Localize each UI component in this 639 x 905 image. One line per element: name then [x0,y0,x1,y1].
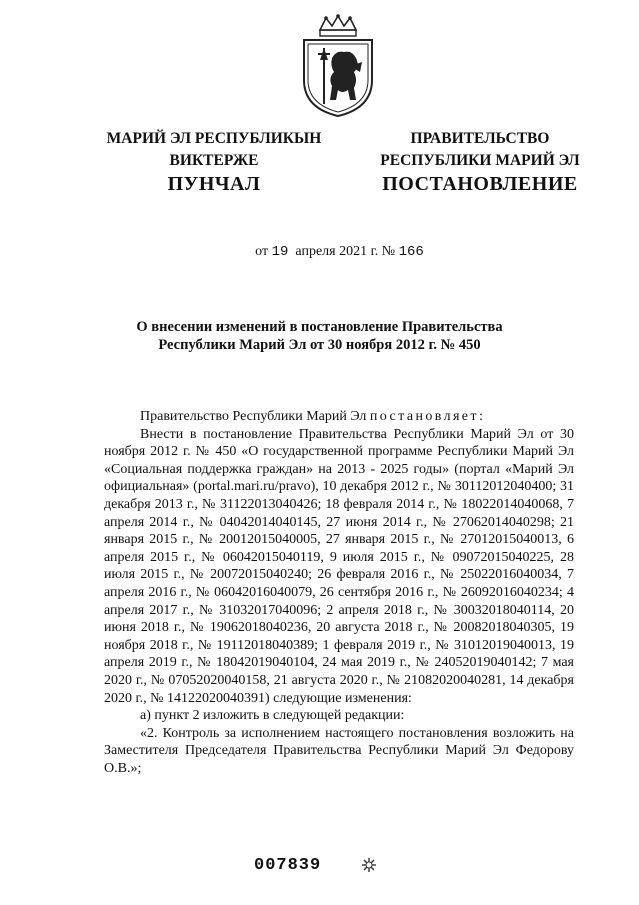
paragraph-2: а) пункт 2 изложить в следующей редакции: [140,708,405,724]
date-day: 19 [271,244,289,260]
document-number: 166 [398,244,424,260]
serial-number: 007839 [254,856,322,875]
header-right-line1: ПРАВИТЕЛЬСТВО [410,130,550,147]
decree-paragraph [104,408,574,426]
date-prefix: от [255,244,269,259]
date-line [0,244,639,260]
paragraph-3: «2. Контроль за исполнением настоящего постановления возложить на Заместителя Председателя Правительства Республики Марий Эл Федорову О.В.»; [104,725,574,776]
title-line2: Республики Марий Эл от 30 ноября 2012 г. № 450 [158,337,481,353]
header-left [84,128,344,172]
header-left-line2: ВИКТЕРЖЕ [169,152,259,169]
date-month-year: апреля 2021 г. № [295,244,396,259]
header-right-line2: РЕСПУБЛИКИ МАРИЙ ЭЛ [380,152,580,169]
doc-type-right: ПОСТАНОВЛЕНИЕ [382,173,578,195]
title-line1: О внесении изменений в постановление Правительства [136,319,503,335]
document-title [60,318,579,354]
coat-of-arms-icon [296,14,380,118]
paragraph-1: Внести в постановление Правительства Республики Марий Эл от 30 ноября 2012 г. № 450 «О государственной программе Республики Марий Эл «Социальная поддержка граждан» на 2013 - 2025 годы» (портал «Марий Эл официальная» (portal.mari.ru/pravo), 10 декабря 2012 г., № 30112012040400; 31 декабря 2013 г., № 31122013040426; 18 февраля 2014 г., № 18022014040068, 7 апреля 2014 г., № 04042014040145, 27 июня 2014 г., № 27062014040298; 21 января 2015 г., № 20012015040005, 27 января 2015 г., № 27012015040013, 6 апреля 2015 г., № 06042015040119, 9 июля 2015 г., № 09072015040225, 28 июля 2015 г., № 20072015040240; 26 февраля 2016 г., № 25022016040034, 7 апреля 2016 г., № 06042016040079, 26 сентября 2016 г., № 26092016040234; 4 апреля 2017 г., № 31032017040096; 2 апреля 2018 г., № 30032018040114, 20 июня 2018 г., № 19062018040236, 20 августа 2018 г., № 20082018040305, 19 ноября 2018 г., № 19112018040389; 1 февраля 2019 г., № 31012019040013, 19 апреля 2019 г., № 18042019040104, 24 мая 2019 г., № 24052019040142; 7 мая 2020 г., № 07052020040158, 21 августа 2020 г., № 21082020040281, 14 декабря 2020 г., № 14122020040391) следующие изменения: [104,426,574,706]
document-body [104,408,574,777]
header-right [350,128,610,172]
asterisk-mark-icon [361,857,377,873]
doc-type-left: ПУНЧАЛ [167,173,261,195]
decree-lead: Правительство Республики Марий Эл [140,409,370,424]
decree-word: постановляет: [369,409,486,424]
header-left-line1: МАРИЙ ЭЛ РЕСПУБЛИКЫН [106,130,322,147]
